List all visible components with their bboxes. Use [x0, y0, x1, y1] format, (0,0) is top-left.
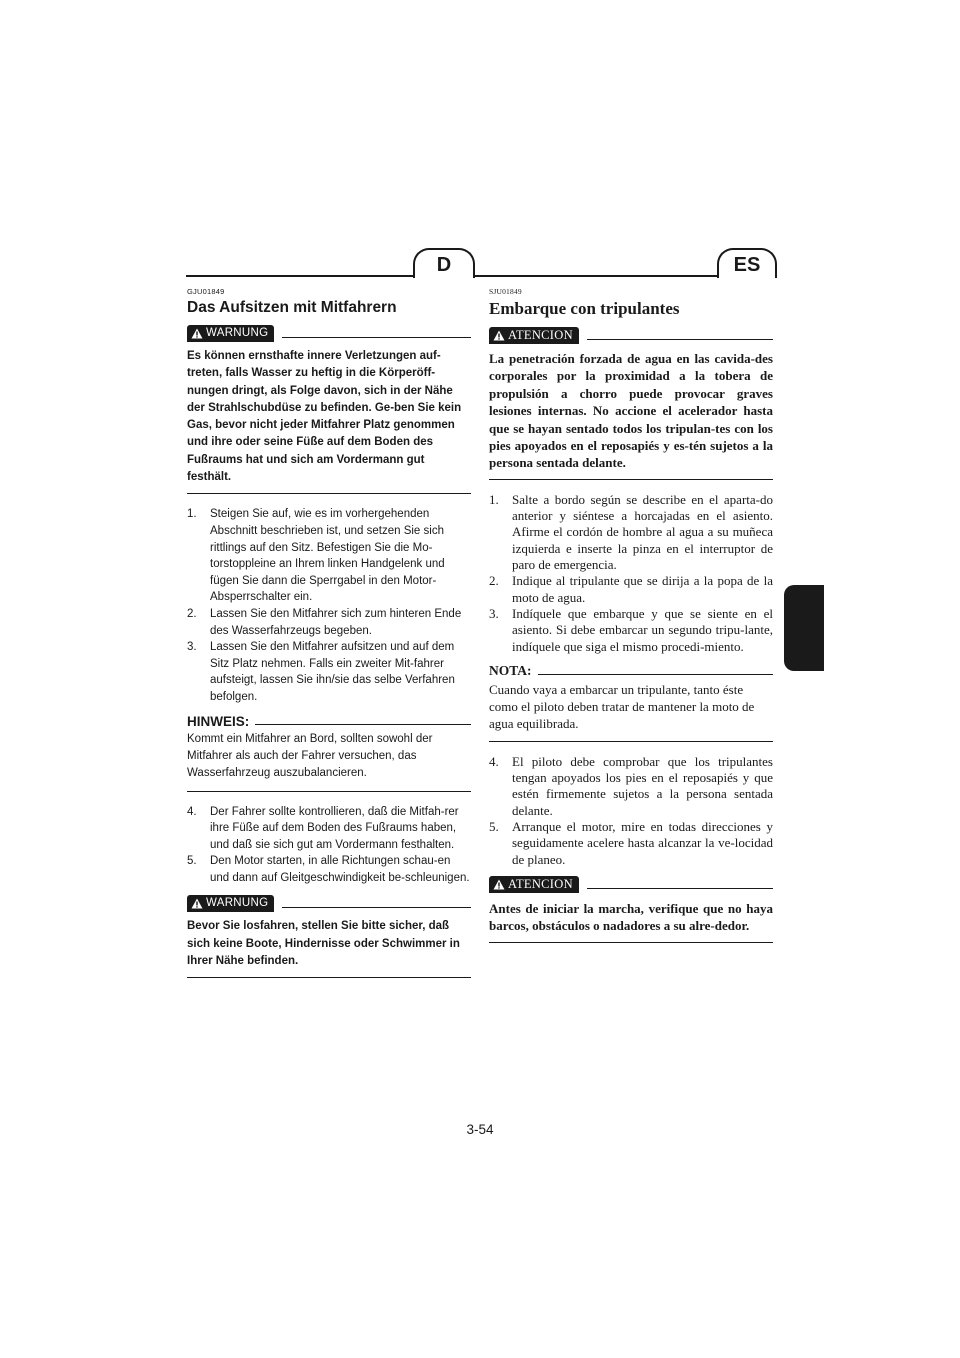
language-tab-spanish: ES [717, 248, 777, 278]
note-rule [255, 724, 471, 725]
list-item [489, 606, 773, 655]
list-item [489, 573, 773, 606]
warning-rule [282, 337, 471, 338]
step-number: 4. [187, 805, 197, 818]
step-text: Salte a bordo según se describe en el aparta-do anterior y siéntese a horcajadas en el asiento. Afirme el cordón de hombre al agua a su muñeca izquierda e inserte la pinza en el interruptor de paro de emergencia. [512, 491, 773, 573]
note-label: NOTA: [489, 662, 532, 678]
list-item [187, 606, 471, 639]
step-text: Lassen Sie den Mitfahrer aufsitzen und auf dem Sitz Platz nehmen. Falls ein zweiter Mit-fahrer aufsteigt, lassen Sie ihn/sie das selbe Verfahren befolgen. [210, 641, 455, 703]
warning-rule [282, 907, 471, 908]
note-label: HINWEIS: [187, 713, 250, 729]
page-number: 3-54 [466, 1122, 494, 1137]
step-number: 3. [489, 605, 499, 621]
step-number: 4. [489, 753, 499, 769]
chapter-thumb-tab [784, 585, 824, 671]
warning-label-text: WARNUNG [206, 897, 269, 910]
list-item [489, 492, 773, 573]
step-text: Den Motor starten, in alle Richtungen schau-en und dann auf Gleitgeschwindigkeit be-schleunigen. [210, 855, 470, 884]
warning-label-text: ATENCION [508, 877, 573, 892]
warning-text: La penetración forzada de agua en las cavida-des corporales por la proximidad a la tobera de propulsión a chorro puede provocar graves lesiones internas. No accione el acelerador hasta que se hayan sentado todos los tripulan-tes con los pies apoyados en el reposapiés y es-tén sujetos a la persona sentada delante. [489, 350, 773, 480]
warning-label [187, 325, 274, 342]
steps-list [489, 492, 773, 655]
warning-triangle-icon [191, 898, 203, 909]
warning-triangle-icon [191, 328, 203, 339]
step-text: Indíquele que embarque y que se siente en el asiento. Si debe embarcar un segundo tripu-lante, indíquele que siga el mismo procedi-miento. [512, 605, 773, 654]
step-number: 5. [187, 855, 197, 868]
steps-list [187, 804, 471, 887]
note-header [489, 663, 773, 679]
warning-triangle-icon [493, 879, 505, 890]
step-number: 1. [489, 491, 499, 507]
warning-header [489, 326, 773, 344]
step-text: Indique al tripulante que se dirija a la popa de la moto de agua. [512, 573, 773, 605]
step-number: 3. [187, 641, 197, 654]
section-title: Embarque con tripulantes [489, 299, 680, 318]
warning-rule [587, 888, 773, 889]
step-number: 2. [187, 607, 197, 620]
step-text: Arranque el motor, mire en todas direcciones y seguidamente acelere hasta alcanzar la ve-locidad de planeo. [512, 819, 773, 867]
warning-label-text: WARNUNG [206, 327, 269, 339]
warning-text: Antes de iniciar la marcha, verifique que no haya barcos, obstáculos o nadadores a su alre-dedor. [489, 900, 773, 943]
step-text: Steigen Sie auf, wie es im vorhergehenden Abschnitt beschrieben ist, und setzen Sie sich rittlings auf den Sitz. Befestigen Sie die Mo-torstoppleine an Ihrem linken Handgelenk und fügen Sie dann die Sperrgabel in den Motor-Absperrschalter ein. [210, 508, 445, 604]
german-column [187, 286, 471, 978]
steps-list [187, 506, 471, 705]
list-item [489, 819, 773, 868]
list-item [187, 804, 471, 854]
warning-header [187, 324, 471, 342]
spanish-column [489, 286, 773, 943]
warning-rule [587, 339, 773, 340]
warning-header [489, 876, 773, 894]
step-text: Lassen Sie den Mitfahrer sich zum hinteren Ende des Wasserfahrzeugs begeben. [210, 607, 462, 637]
header-rule [186, 275, 774, 277]
list-item [489, 754, 773, 819]
step-number: 5. [489, 819, 499, 834]
warning-label [489, 876, 579, 893]
note-text: Cuando vaya a embarcar un tripulante, tanto éste como el piloto deben tratar de mantener la moto de agua equilibrada. [489, 681, 773, 742]
note-header [187, 714, 471, 729]
note-text: Kommt ein Mitfahrer an Bord, sollten sowohl der Mitfahrer als auch der Fahrer versuchen, das Wasserfahrzeug auszubalancieren. [187, 731, 471, 792]
warning-header [187, 894, 471, 912]
section-code: SJU01849 [489, 287, 522, 296]
step-number: 2. [489, 573, 499, 589]
language-tab-german: D [413, 248, 475, 278]
note-rule [538, 674, 774, 675]
step-text: El piloto debe comprobar que los tripulantes tengan apoyados los pies en el reposapiés y que estén firmemente sujetos a la persona sentada delante. [512, 753, 773, 818]
warning-triangle-icon [493, 330, 505, 341]
step-number: 1. [187, 508, 197, 521]
section-code: GJU01849 [187, 287, 225, 296]
section-title: Das Aufsitzen mit Mitfahrern [187, 299, 397, 316]
step-text: Der Fahrer sollte kontrollieren, daß die Mitfah-rer ihre Füße auf dem Boden des Fußraums haben, und daß sie sich gut am Vordermann festhalten. [210, 805, 459, 851]
warning-text: Bevor Sie losfahren, stellen Sie bitte sicher, daß sich keine Boote, Hindernisse oder Schwimmer in Ihrer Nähe befinden. [187, 918, 471, 978]
warning-text: Es können ernsthafte innere Verletzungen auf-treten, falls Wasser zu heftig in die Körperöff-nungen dringt, als Folge davon, sich in der Nähe der Strahlschubdüse zu befinden. Ge-ben Sie kein Gas, bevor nicht jeder Mitfahrer Platz genommen und ihre oder seine Füße auf dem Boden des Fußraums hat und sich am Vordermann gut festhält. [187, 348, 471, 494]
warning-label [489, 327, 579, 344]
list-item [187, 639, 471, 705]
list-item [187, 853, 471, 886]
warning-label [187, 895, 274, 912]
warning-label-text: ATENCION [508, 327, 573, 342]
steps-list [489, 754, 773, 868]
list-item [187, 506, 471, 606]
